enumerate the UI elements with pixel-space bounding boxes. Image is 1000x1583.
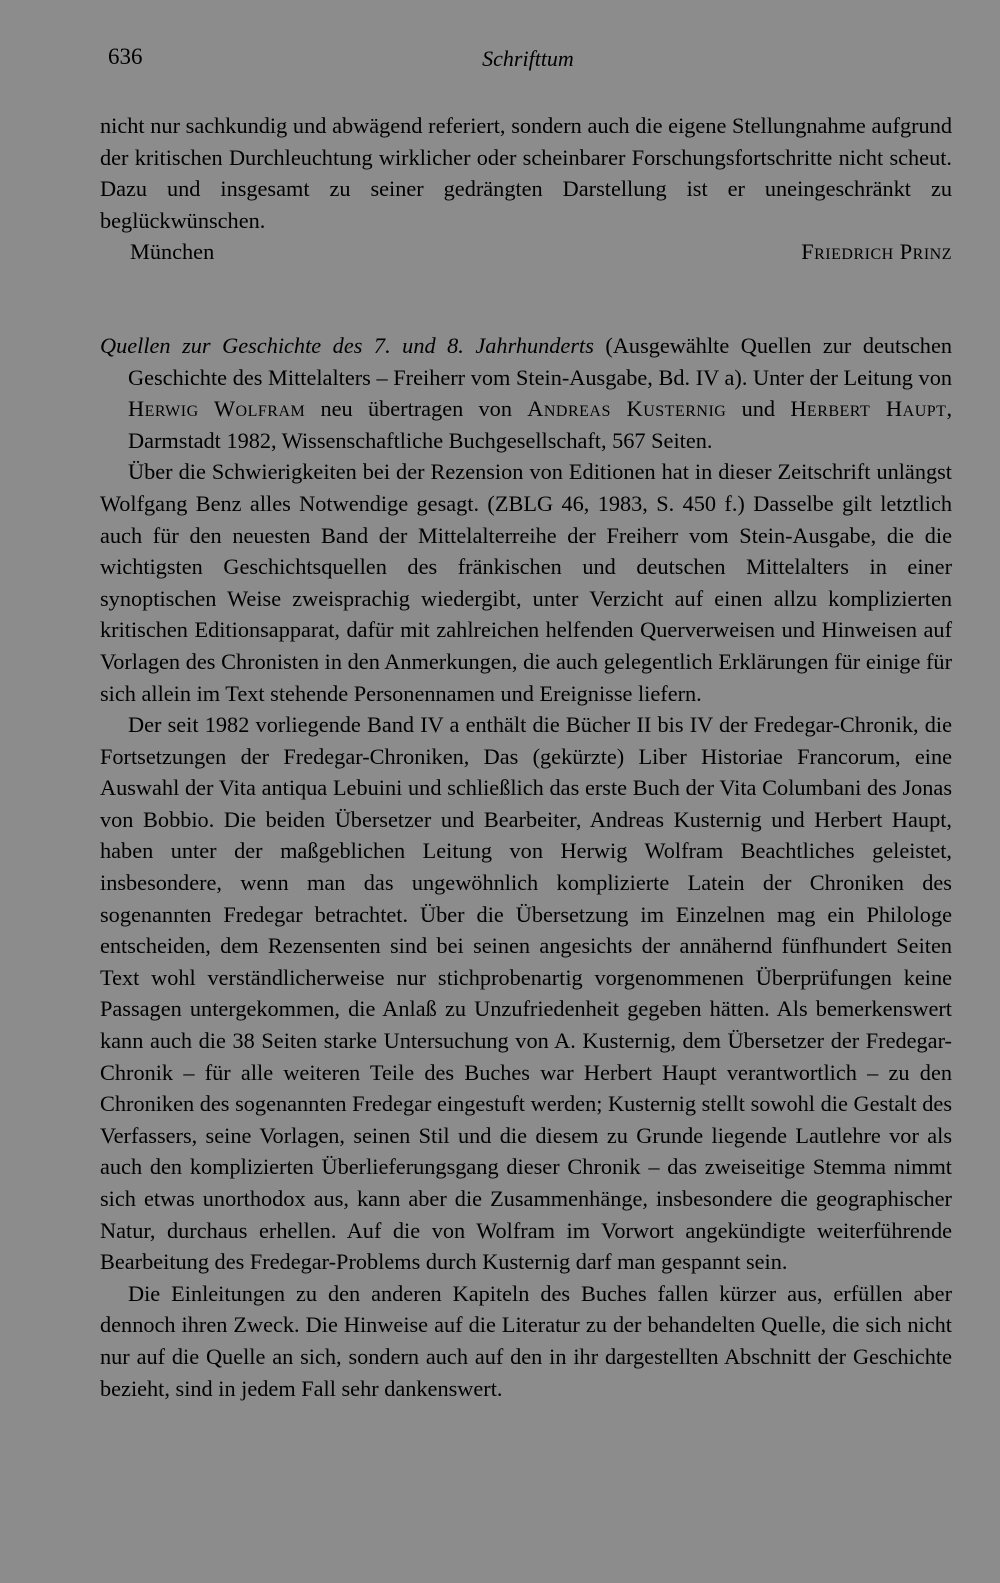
review-paragraph: Über die Schwierigkeiten bei der Rezension von Editionen hat in dieser Zeitschrift unlängst Wolfgang Benz alles Notwendige gesagt. (ZBLG 46, 1983, S. 450 f.) Dasselbe gilt letztlich auch für den neuesten Band der Mittelalterreihe der Freiherr vom Stein-Ausgabe, die die wichtigsten Geschichtsquellen des fränkischen und deutschen Mittelalters in einer synoptischen Weise zweisprachig wiedergibt, unter Verzicht auf einen allzu komplizierten kritischen Editionsapparat, dafür mit zahlreichen helfenden Querverweisen und Hinweisen auf Vorlagen des Chronisten in den Anmerkungen, die auch gelegentlich Erklärungen für einige für sich allein im Text stehende Personennamen und Ereignisse liefern.	[100, 459, 952, 706]
editor-name: Herwig Wolfram	[128, 396, 306, 422]
biblio-text: neu übertragen von	[305, 396, 528, 422]
reviewer-name: Friedrich Prinz	[801, 239, 952, 265]
translator-name: Herbert Haupt	[790, 396, 947, 422]
page-body	[100, 110, 952, 1404]
biblio-text: und	[726, 396, 791, 422]
review-paragraph: Die Einleitungen zu den anderen Kapiteln des Buches fallen kürzer aus, erfüllen aber dennoch ihren Zweck. Die Hinweise auf die Literatur zu der behandelten Quelle, die sich nicht nur auf die Quelle an sich, sondern auch auf den in ihr dargestellten Abschnitt der Geschichte bezieht, sind in jedem Fall sehr dankenswert.	[100, 1280, 952, 1401]
section-gap	[100, 268, 952, 330]
biblio-text: , Darmstadt 1982, Wissenschaftliche Buchgesellschaft, 567 Seiten.	[128, 396, 953, 453]
page-number: 636	[108, 44, 143, 69]
translator-name: Andreas Kusternig	[527, 396, 727, 422]
review-paragraph: Der seit 1982 vorliegende Band IV a enthält die Bücher II bis IV der Fredegar-Chronik, die Fortsetzungen der Fredegar-Chroniken, Das (gekürzte) Liber Historiae Francorum, eine Auswahl der Vita antiqua Lebuini und schließlich das erste Buch der Vita Columbani des Jonas von Bobbio. Die beiden Übersetzer und Bearbeiter, Andreas Kusternig und Herbert Haupt, haben unter der maßgeblichen Leitung von Herwig Wolfram Beachtliches geleistet, insbesondere, wenn man das ungewöhnlich komplizierte Latein der Chroniken des sogenannten Fredegar betrachtet. Über die Übersetzung im Einzelnen mag ein Philologe entscheiden, dem Rezensenten sind bei seinen angesichts der annähernd fünfhundert Seiten Text wohl verständlicherweise nur stichprobenartig vorgenommenen Überprüfungen keine Passagen untergekommen, die Anlaß zu Unzufriedenheit gegeben hätten. Als bemerkenswert kann auch die 38 Seiten starke Untersuchung von A. Kusternig, dem Übersetzer der Fredegar-Chronik – für alle weiteren Teile des Buches war Herbert Haupt verantwortlich – zu den Chroniken des sogenannten Fredegar eingestuft werden; Kusternig stellt sowohl die Gestalt des Verfassers, seine Vorlagen, seinen Stil und die diesem zu Grunde liegende Lautlehre vor als auch den komplizierten Überlieferungsgang dieser Chronik – das zweiseitige Stemma nimmt sich etwas unorthodox aus, kann aber die Zusammenhänge, insbesondere die geographischer Natur, durchaus erhellen. Auf die von Wolfram im Vorwort angekündigte weiterführende Bearbeitung des Fredegar-Problems durch Kusternig darf man gespannt sein.	[100, 712, 952, 1275]
book-title: Quellen zur Geschichte des 7. und 8. Jahrhunderts	[100, 332, 594, 358]
biblio-text: (Ausgewählte Quellen zur deutschen Geschichte des Mittelalters – Freiherr vom Stein-Ausgabe, Bd. IV a). Unter der Leitung von	[128, 332, 952, 390]
review-closing-paragraph: nicht nur sachkundig und abwägend referiert, sondern auch die eigene Stellungnahme aufgrund der kritischen Durchleuchtung wirklicher oder scheinbarer Forschungsfortschritte nicht scheut. Dazu und insgesamt zu seiner gedrängten Darstellung ist er uneingeschränkt zu beglückwünschen.	[100, 113, 952, 233]
running-head: Schrifttum	[482, 46, 574, 71]
page-header	[108, 44, 948, 74]
review-signature	[100, 236, 952, 268]
bibliographic-entry	[100, 330, 952, 456]
signature-place: München	[130, 239, 215, 265]
